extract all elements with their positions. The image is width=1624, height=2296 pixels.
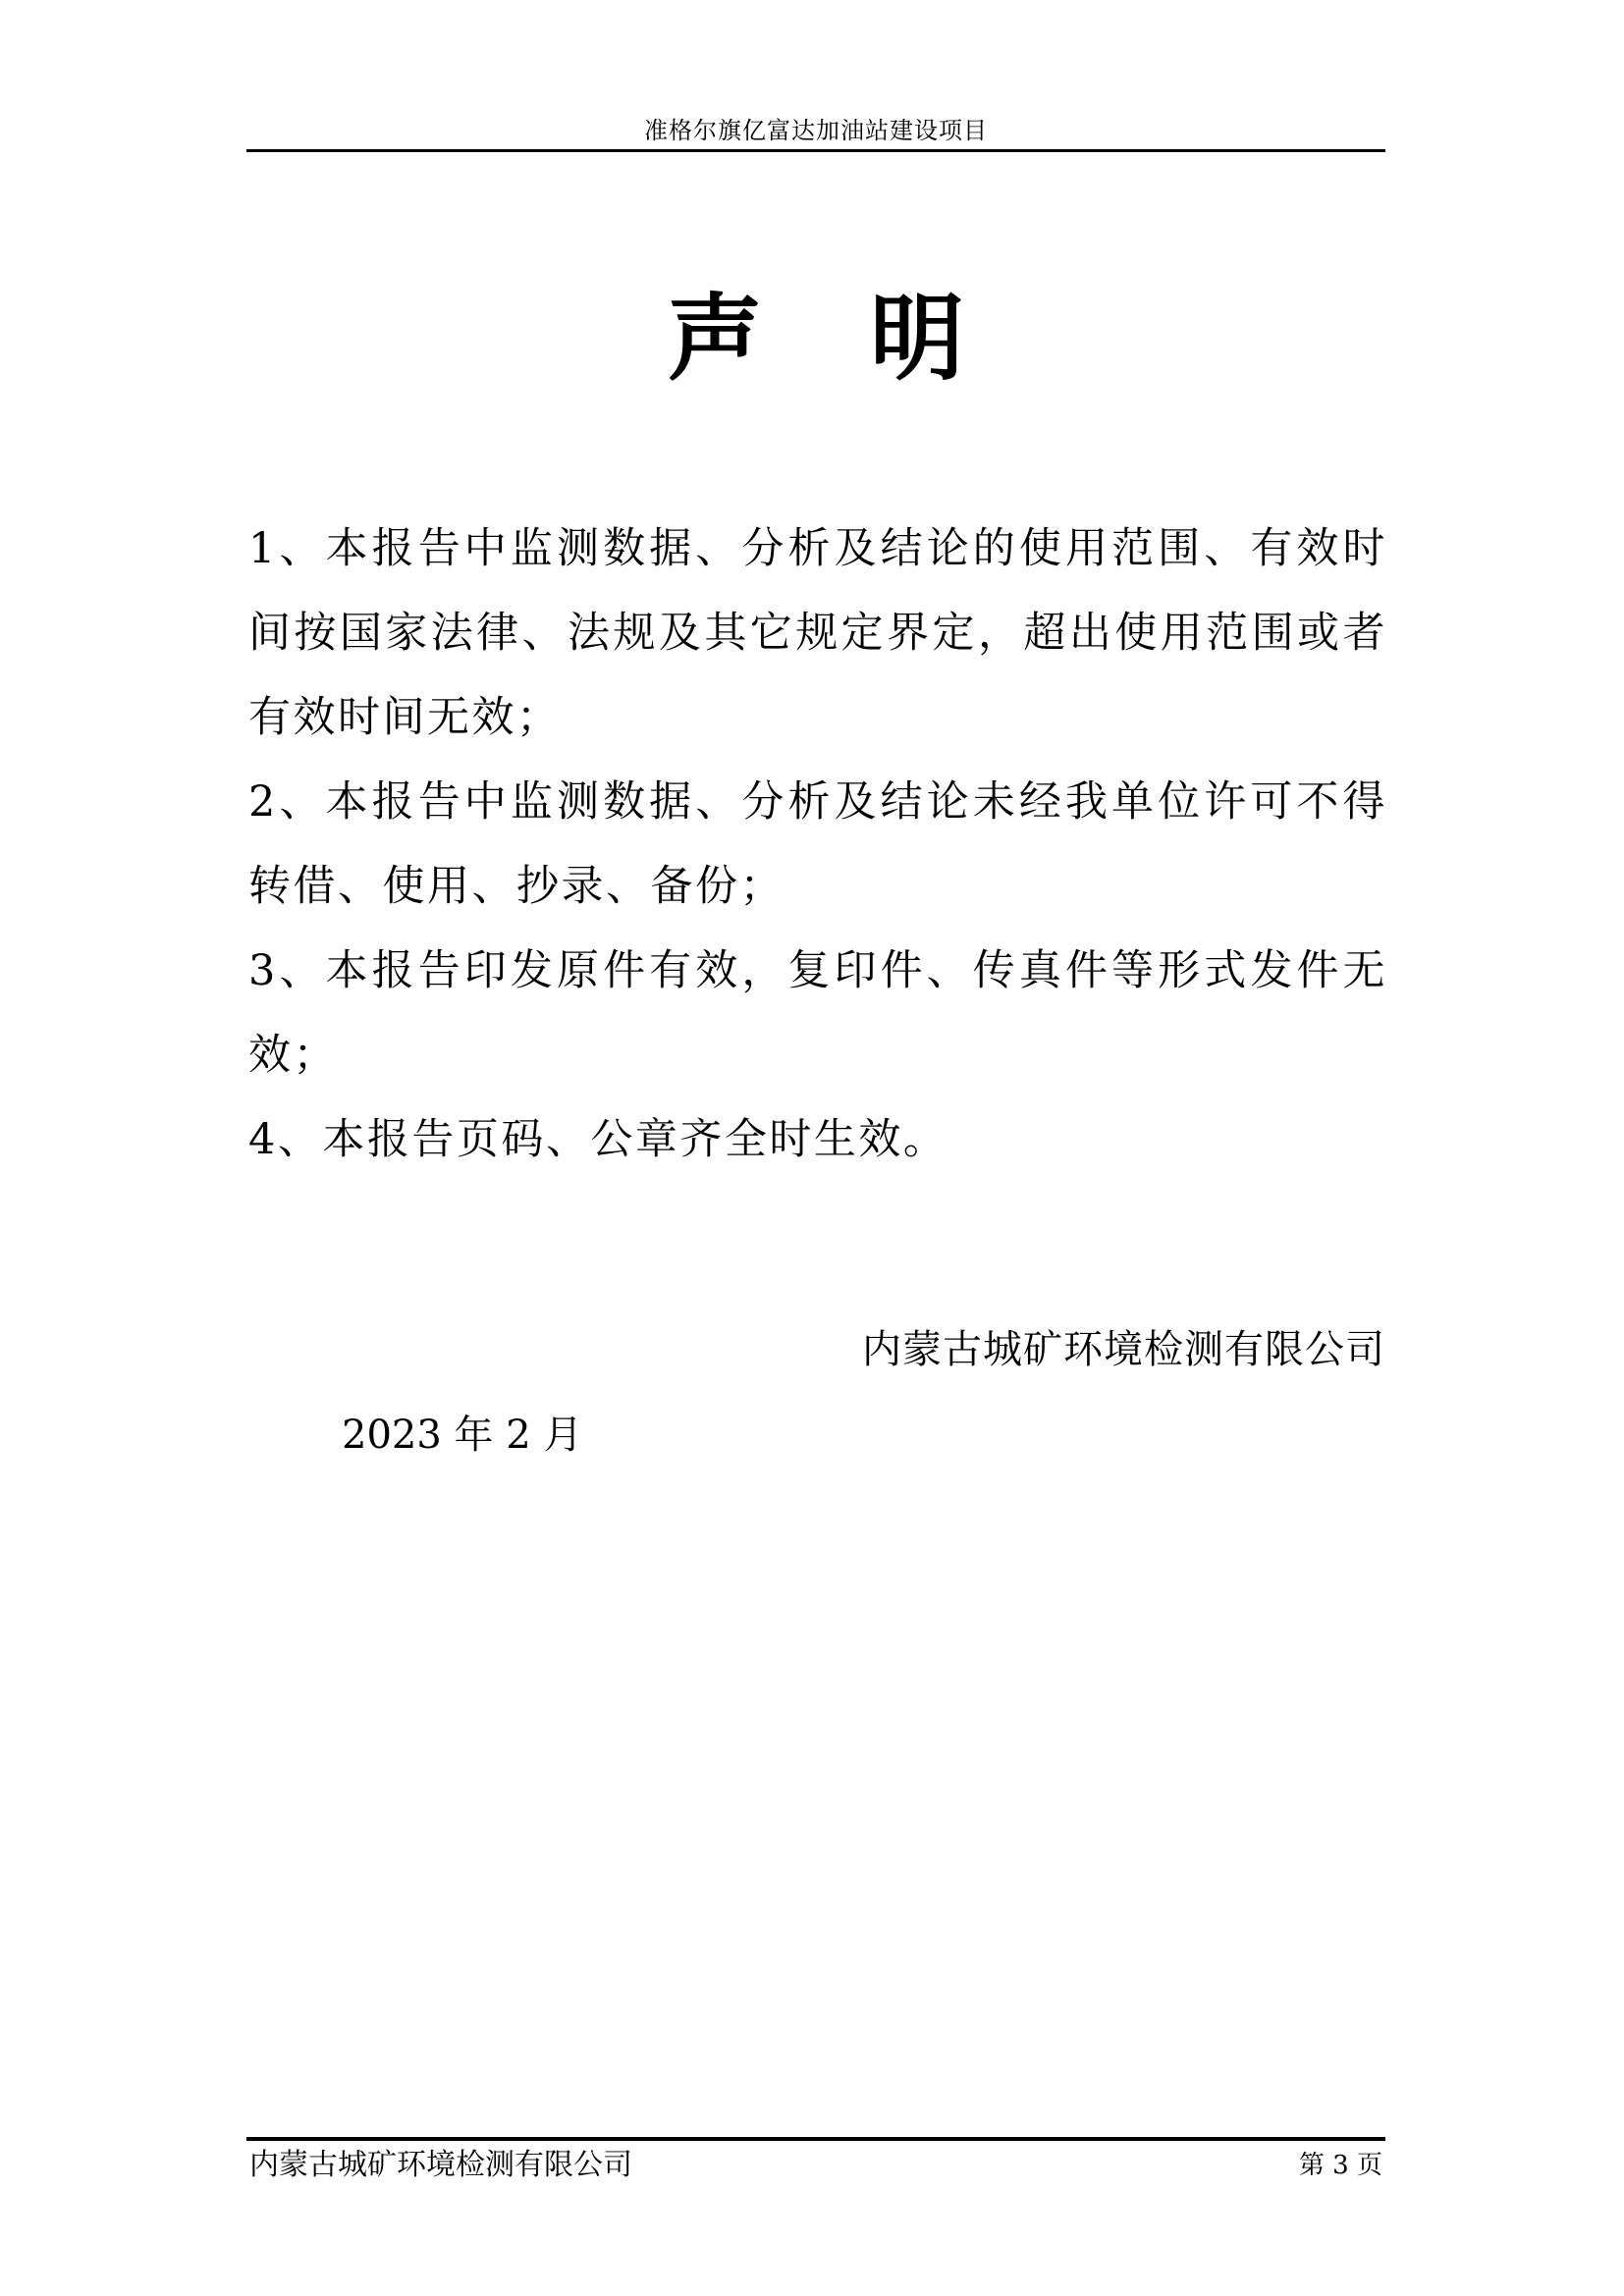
- statement-list: [248, 507, 1387, 1182]
- page-number: 第 3 页: [1298, 2151, 1382, 2180]
- header-divider: [246, 149, 1385, 152]
- header-project-title: 准格尔旗亿富达加油站建设项目: [644, 117, 988, 144]
- signature-company: 内蒙古城矿环境检测有限公司: [862, 1327, 1385, 1372]
- statement-item-2: 2、本报告中监测数据、分析及结论未经我单位许可不得转借、使用、抄录、备份；: [248, 777, 1387, 911]
- statement-item-4: 4、本报告页码、公章齐全时生效。: [248, 1115, 948, 1164]
- signature-date: 2023 年 2 月: [342, 1413, 583, 1458]
- statement-item-1: 1、本报告中监测数据、分析及结论的使用范围、有效时间按国家法律、法规及其它规定界定，超出使用范围或者有效时间无效；: [248, 524, 1387, 742]
- footer-company: 内蒙古城矿环境检测有限公司: [249, 2148, 632, 2182]
- footer-divider: [246, 2137, 1385, 2141]
- statement-item-3: 3、本报告印发原件有效，复印件、传真件等形式发件无效；: [248, 946, 1387, 1080]
- page-title: 声明: [668, 283, 1072, 394]
